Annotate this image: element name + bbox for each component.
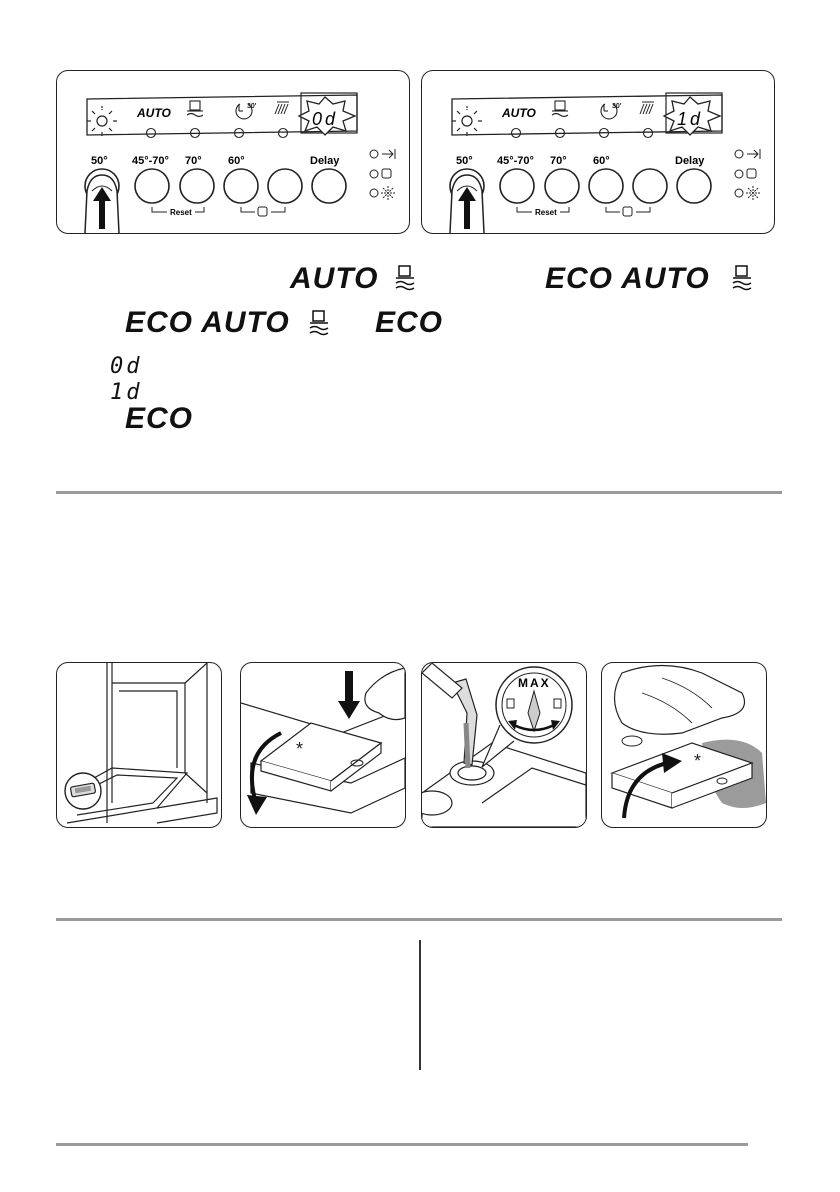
- sun-burst-icon: [452, 106, 482, 136]
- cup-icon: [393, 263, 417, 293]
- button-label-70: 70°: [185, 155, 202, 167]
- fill-drawing: [422, 663, 586, 827]
- display-digits: 0d: [312, 109, 339, 129]
- svg-text:30': 30': [247, 103, 257, 110]
- button-45-70[interactable]: [135, 169, 169, 203]
- button-label-60: 60°: [228, 155, 245, 167]
- control-panel-right: [421, 70, 775, 234]
- button-label-45-70: 45°-70°: [132, 155, 169, 167]
- indicator-auto: AUTO: [137, 106, 171, 120]
- button-label-45-70: 45°-70°: [497, 155, 534, 167]
- button-label-60: 60°: [593, 155, 610, 167]
- button-label-delay: Delay: [310, 155, 340, 167]
- clock-30-icon: [601, 103, 622, 119]
- button-label-50: 50°: [456, 155, 473, 167]
- control-panel-left: [56, 70, 410, 234]
- reset-label: Reset: [170, 208, 192, 217]
- button-delay[interactable]: [677, 169, 711, 203]
- word-auto: AUTO: [290, 262, 379, 295]
- display-code-0d: 0d: [110, 354, 143, 379]
- column-divider: [419, 940, 421, 1070]
- section-divider: [56, 491, 782, 494]
- button-label-70: 70°: [550, 155, 567, 167]
- button-delay[interactable]: [312, 169, 346, 203]
- figure-fill-rinse-aid: [421, 662, 587, 828]
- rinse-icon: [640, 102, 654, 114]
- side-indicators: [370, 149, 395, 200]
- button-label-50: 50°: [91, 155, 108, 167]
- button-blank[interactable]: [633, 169, 667, 203]
- rinse-icon: [275, 102, 289, 114]
- display-code-1d: 1d: [110, 380, 143, 405]
- display-digits: 1d: [677, 109, 704, 129]
- figure-press-lid-open: [240, 662, 406, 828]
- figure-dishwasher-open: [56, 662, 222, 828]
- finger-press: [450, 175, 484, 233]
- button-70[interactable]: [180, 169, 214, 203]
- footer-rule: [56, 1143, 748, 1146]
- cup-icon: [552, 101, 568, 117]
- button-45-70[interactable]: [500, 169, 534, 203]
- section-divider: [56, 918, 782, 921]
- control-panel-left-drawing: [57, 71, 409, 233]
- word-eco-auto: ECO AUTO: [125, 306, 290, 339]
- finger-press: [85, 175, 119, 233]
- tablet-icon: [258, 207, 267, 216]
- dispenser-open-drawing: [241, 663, 405, 827]
- button-60[interactable]: [589, 169, 623, 203]
- cup-icon: [730, 263, 754, 293]
- reset-label: Reset: [535, 208, 557, 217]
- svg-text:*: *: [694, 751, 702, 771]
- sun-burst-icon: [87, 106, 117, 136]
- dial-max-label: MAX: [518, 676, 551, 690]
- cup-icon: [187, 101, 203, 117]
- button-label-delay: Delay: [675, 155, 705, 167]
- svg-text:*: *: [296, 739, 304, 759]
- svg-text:30': 30': [612, 103, 622, 110]
- side-indicators: [735, 149, 760, 200]
- indicator-auto: AUTO: [502, 106, 536, 120]
- word-eco-auto: ECO AUTO: [545, 262, 710, 295]
- cup-icon: [307, 308, 331, 338]
- word-eco: ECO: [125, 402, 194, 435]
- button-60[interactable]: [224, 169, 258, 203]
- button-70[interactable]: [545, 169, 579, 203]
- button-blank[interactable]: [268, 169, 302, 203]
- close-wipe-drawing: [602, 663, 766, 827]
- figure-close-lid-wipe: [601, 662, 767, 828]
- tablet-icon: [623, 207, 632, 216]
- control-panel-right-drawing: [422, 71, 774, 233]
- word-eco: ECO: [375, 306, 444, 339]
- dishwasher-drawing: [57, 663, 221, 827]
- clock-30-icon: [236, 103, 257, 119]
